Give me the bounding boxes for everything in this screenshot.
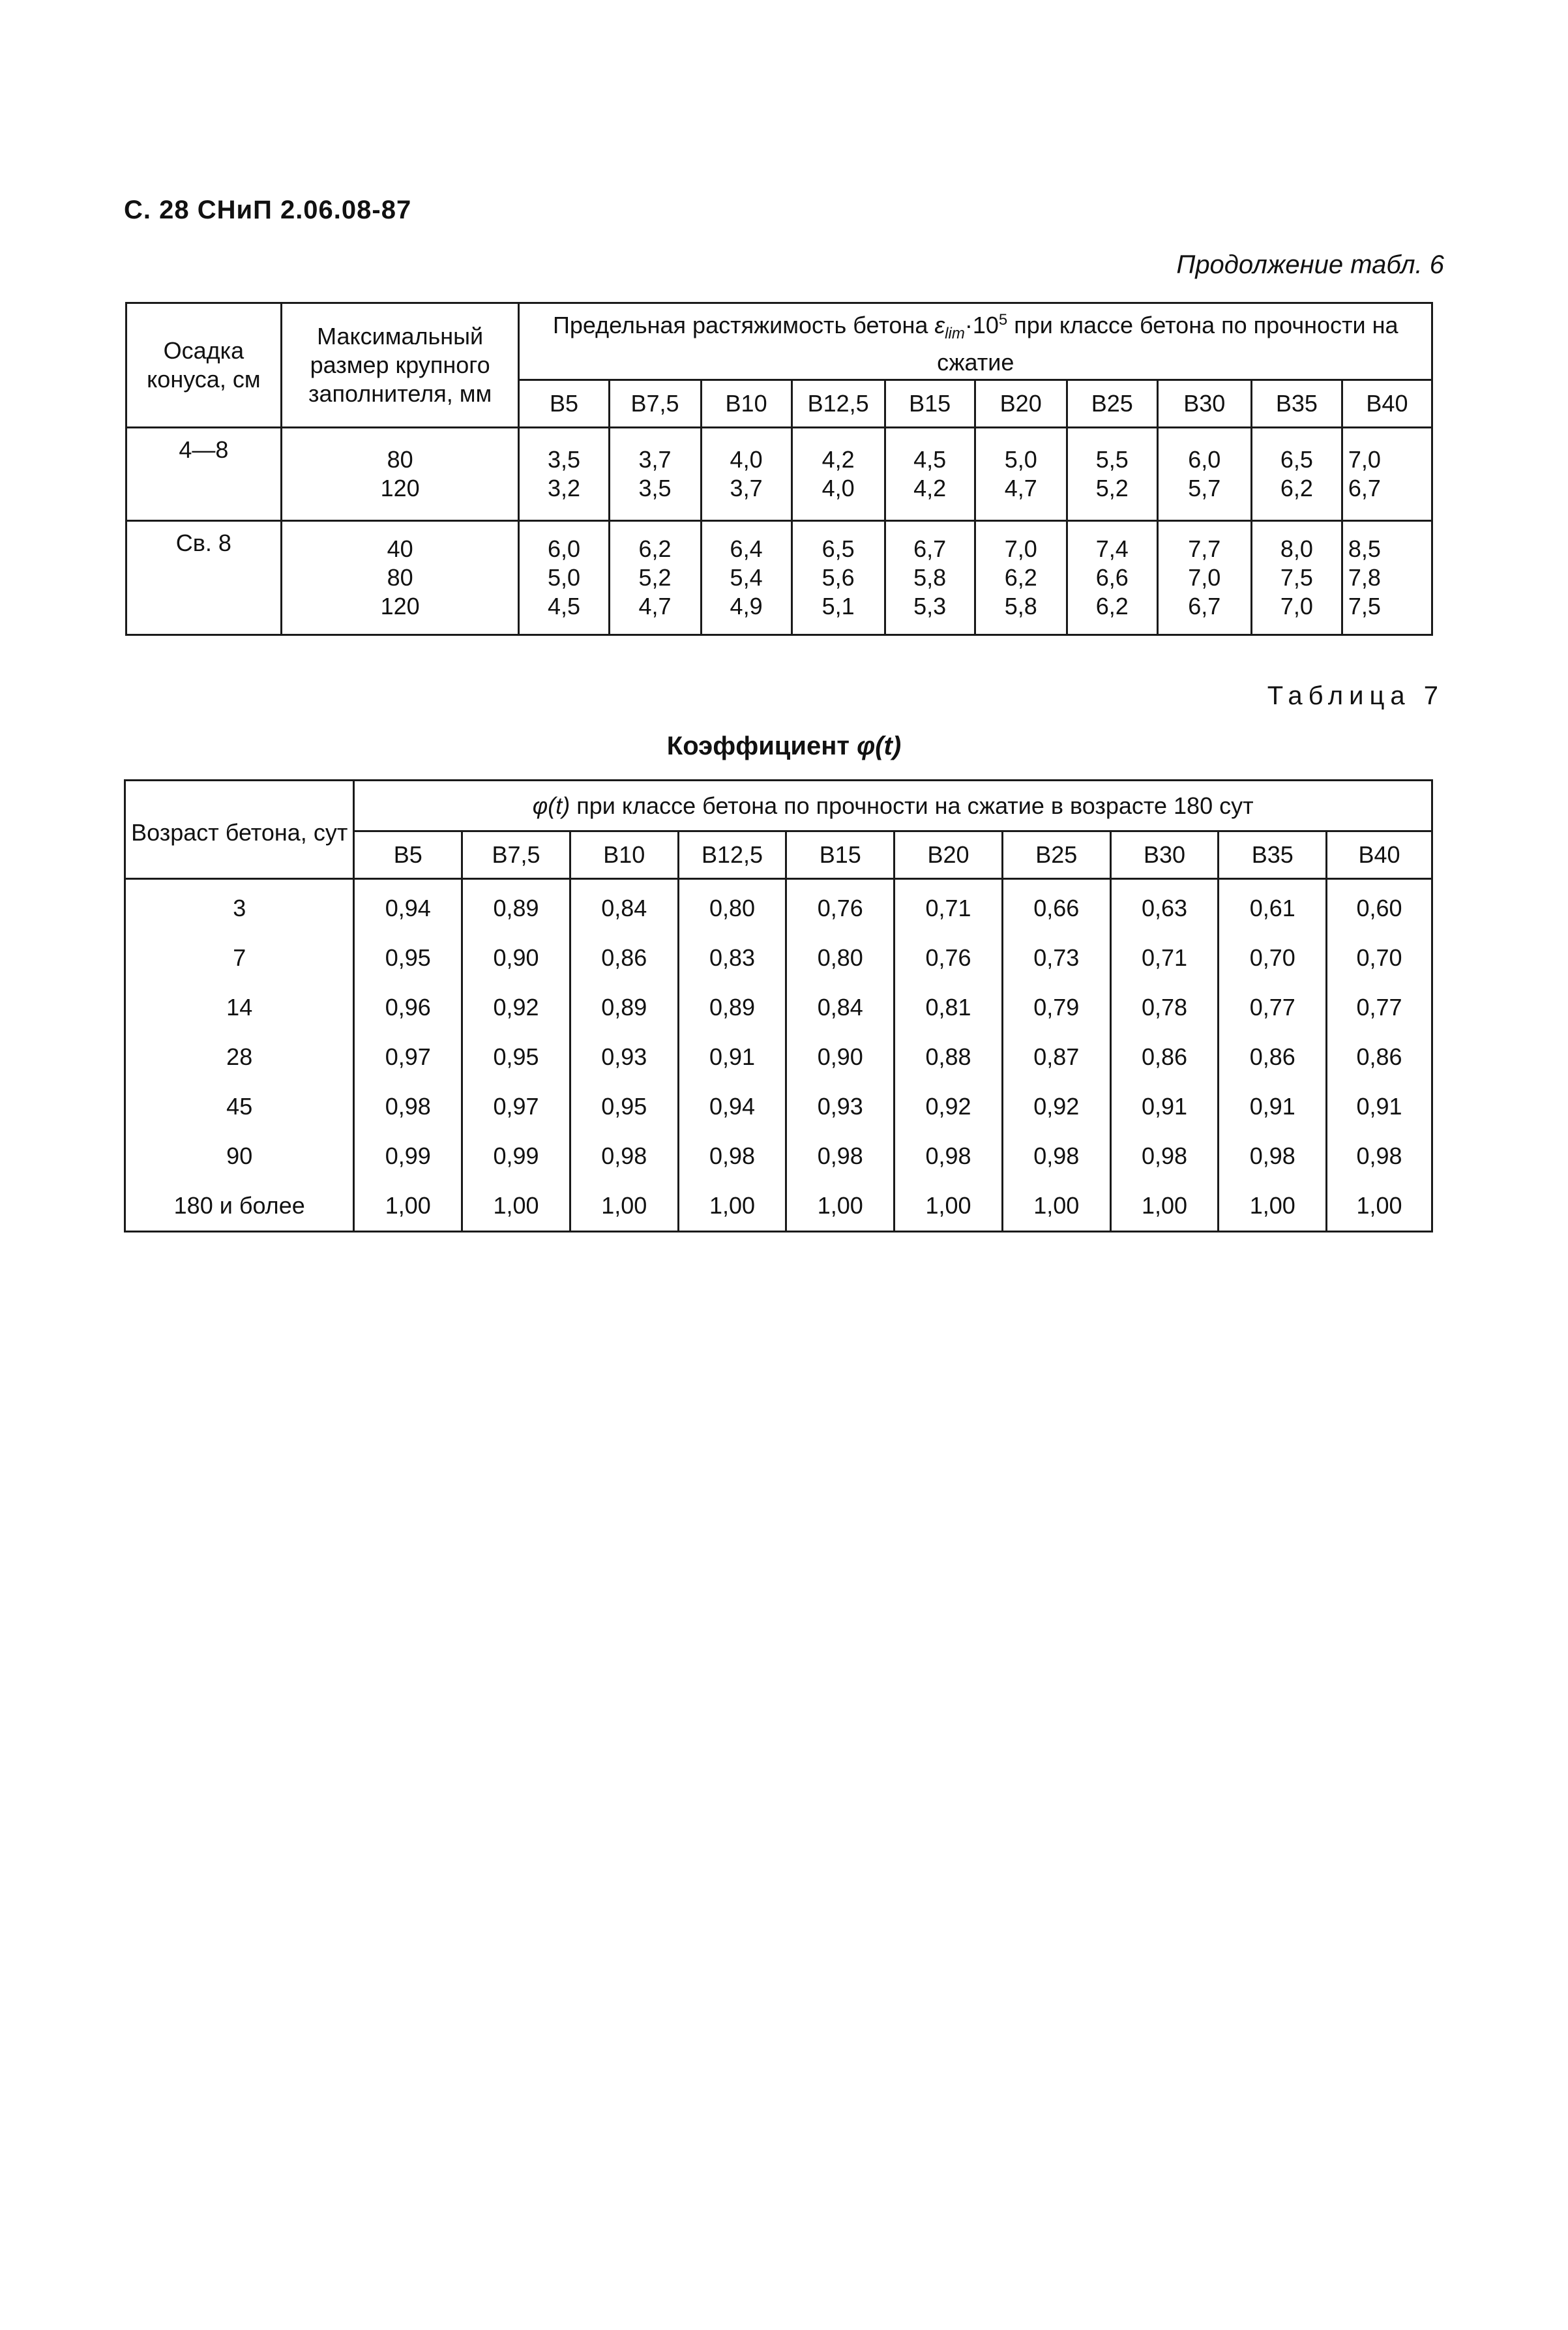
coefficient-cell: 0,84	[786, 983, 895, 1032]
extensibility-value: 3,5	[638, 475, 672, 501]
coefficient-cell: 0,91	[1327, 1082, 1432, 1131]
extensibility-value: 5,6	[821, 564, 855, 591]
aggregate-value: 80	[387, 446, 413, 473]
coefficient-cell: 1,00	[462, 1181, 570, 1232]
coefficient-cell: 0,89	[570, 983, 678, 1032]
class-header: В25	[1067, 380, 1157, 428]
table-row	[125, 983, 1432, 1032]
coefficient-cell: 0,98	[570, 1131, 678, 1181]
extensibility-value: 4,5	[547, 593, 581, 620]
class-header: В7,5	[609, 380, 701, 428]
extensibility-value: 5,4	[730, 564, 763, 591]
coefficient-cell: 0,73	[1002, 933, 1110, 983]
coefficient-cell: 1,00	[678, 1181, 786, 1232]
coefficient-cell: 0,93	[570, 1032, 678, 1082]
extensibility-value: 5,3	[913, 593, 947, 620]
class-header: В25	[1002, 831, 1110, 879]
value-cell	[1067, 428, 1157, 521]
value-cell	[519, 521, 609, 635]
coefficient-cell: 0,77	[1219, 983, 1327, 1032]
column-header-phi: φ(t) при классе бетона по прочности на сжатие в возрасте 180 сут	[354, 781, 1432, 831]
extensibility-value: 6,7	[1348, 475, 1381, 501]
aggregate-value: 80	[387, 564, 413, 591]
coefficient-cell: 0,98	[895, 1131, 1003, 1181]
coefficient-cell: 0,96	[354, 983, 462, 1032]
coefficient-cell: 0,87	[1002, 1032, 1110, 1082]
extensibility-value: 6,2	[1280, 475, 1313, 501]
extensibility-value: 7,8	[1348, 564, 1381, 591]
class-header: В7,5	[462, 831, 570, 879]
extensibility-value: 3,5	[547, 446, 581, 473]
coefficient-cell: 0,98	[354, 1082, 462, 1131]
value-cell	[1342, 521, 1432, 635]
class-header: В20	[975, 380, 1067, 428]
extensibility-value: 7,0	[1188, 564, 1221, 591]
extensibility-value: 5,2	[1095, 475, 1129, 501]
coefficient-cell: 0,76	[786, 879, 895, 934]
class-header: В10	[570, 831, 678, 879]
extensibility-value: 5,0	[547, 564, 581, 591]
value-cell	[791, 521, 885, 635]
coefficient-cell: 0,95	[462, 1032, 570, 1082]
value-cell	[609, 428, 701, 521]
coefficient-cell: 0,95	[354, 933, 462, 983]
coefficient-cell: 0,91	[1219, 1082, 1327, 1131]
coefficient-cell: 0,90	[462, 933, 570, 983]
value-cell	[885, 428, 975, 521]
age-cell: 180 и более	[125, 1181, 354, 1232]
extensibility-value: 3,7	[730, 475, 763, 501]
extensibility-value: 4,0	[730, 446, 763, 473]
coefficient-cell: 1,00	[1327, 1181, 1432, 1232]
extensibility-value: 6,7	[1188, 593, 1221, 620]
coefficient-cell: 0,98	[678, 1131, 786, 1181]
class-header: В15	[885, 380, 975, 428]
coefficient-cell: 0,61	[1219, 879, 1327, 934]
class-header: В15	[786, 831, 895, 879]
value-cell	[975, 521, 1067, 635]
coefficient-cell: 0,71	[895, 879, 1003, 934]
extensibility-value: 5,8	[1004, 593, 1037, 620]
extensibility-value: 5,5	[1095, 446, 1129, 473]
coefficient-cell: 0,88	[895, 1032, 1003, 1082]
column-header-slump: Осадка конуса, см	[126, 303, 282, 428]
table-row	[125, 1181, 1432, 1232]
coefficient-cell: 0,86	[1219, 1032, 1327, 1082]
coefficient-cell: 1,00	[1110, 1181, 1219, 1232]
table-row	[125, 1131, 1432, 1181]
aggregate-cell	[281, 521, 519, 635]
extensibility-value: 7,5	[1348, 593, 1381, 620]
value-cell	[519, 428, 609, 521]
extensibility-value: 6,2	[638, 535, 672, 562]
value-cell	[609, 521, 701, 635]
table-7-title: Коэффициент φ(t)	[666, 732, 902, 760]
extensibility-value: 4,7	[638, 593, 672, 620]
age-cell: 7	[125, 933, 354, 983]
table-row	[125, 879, 1432, 934]
extensibility-value: 5,2	[638, 564, 672, 591]
coefficient-cell: 0,98	[1002, 1131, 1110, 1181]
aggregate-cell	[281, 428, 519, 521]
coefficient-cell: 1,00	[1002, 1181, 1110, 1232]
extensibility-value: 5,8	[913, 564, 947, 591]
coefficient-cell: 0,92	[462, 983, 570, 1032]
value-cell	[701, 428, 791, 521]
coefficient-cell: 0,98	[1110, 1131, 1219, 1181]
coefficient-cell: 0,92	[1002, 1082, 1110, 1131]
coefficient-cell: 0,60	[1327, 879, 1432, 934]
coefficient-cell: 0,97	[462, 1082, 570, 1131]
extensibility-value: 6,5	[821, 535, 855, 562]
value-cell	[1251, 521, 1342, 635]
coefficient-cell: 0,98	[1327, 1131, 1432, 1181]
coefficient-cell: 0,98	[1219, 1131, 1327, 1181]
coefficient-cell: 0,70	[1219, 933, 1327, 983]
table-continuation-label: Продолжение табл. 6	[1176, 250, 1444, 279]
coefficient-cell: 1,00	[570, 1181, 678, 1232]
coefficient-cell: 0,95	[570, 1082, 678, 1131]
age-cell: 14	[125, 983, 354, 1032]
coefficient-cell: 0,71	[1110, 933, 1219, 983]
class-header: В5	[354, 831, 462, 879]
class-header: В5	[519, 380, 609, 428]
coefficient-cell: 0,66	[1002, 879, 1110, 934]
extensibility-value: 6,6	[1095, 564, 1129, 591]
extensibility-value: 3,2	[547, 475, 581, 501]
extensibility-value: 7,4	[1095, 535, 1129, 562]
coefficient-cell: 1,00	[354, 1181, 462, 1232]
extensibility-value: 6,7	[913, 535, 947, 562]
slump-cell: 4—8	[126, 428, 282, 521]
coefficient-cell: 0,94	[678, 1082, 786, 1131]
class-header: В30	[1110, 831, 1219, 879]
value-cell	[1067, 521, 1157, 635]
slump-cell: Св. 8	[126, 521, 282, 635]
coefficient-cell: 0,80	[786, 933, 895, 983]
extensibility-value: 5,7	[1188, 475, 1221, 501]
extensibility-value: 5,1	[821, 593, 855, 620]
extensibility-value: 6,2	[1095, 593, 1129, 620]
extensibility-value: 3,7	[638, 446, 672, 473]
value-cell	[1251, 428, 1342, 521]
table-6-concrete-extensibility	[125, 302, 1433, 636]
column-header-age: Возраст бетона, сут	[125, 781, 354, 879]
extensibility-value: 4,9	[730, 593, 763, 620]
coefficient-cell: 0,91	[1110, 1082, 1219, 1131]
coefficient-cell: 0,80	[678, 879, 786, 934]
extensibility-value: 4,2	[913, 475, 947, 501]
coefficient-cell: 1,00	[1219, 1181, 1327, 1232]
coefficient-cell: 0,84	[570, 879, 678, 934]
value-cell	[975, 428, 1067, 521]
class-header: В12,5	[791, 380, 885, 428]
coefficient-cell: 0,77	[1327, 983, 1432, 1032]
table-row	[125, 1032, 1432, 1082]
coefficient-cell: 0,89	[462, 879, 570, 934]
extensibility-value: 7,7	[1188, 535, 1221, 562]
coefficient-cell: 0,93	[786, 1082, 895, 1131]
class-header: В10	[701, 380, 791, 428]
extensibility-value: 8,0	[1280, 535, 1313, 562]
coefficient-cell: 0,90	[786, 1032, 895, 1082]
table-row	[125, 933, 1432, 983]
coefficient-cell: 0,98	[786, 1131, 895, 1181]
coefficient-cell: 0,92	[895, 1082, 1003, 1131]
class-header: В35	[1251, 380, 1342, 428]
value-cell	[1342, 428, 1432, 521]
extensibility-value: 7,0	[1348, 446, 1381, 473]
value-cell	[791, 428, 885, 521]
coefficient-cell: 0,70	[1327, 933, 1432, 983]
extensibility-value: 6,0	[547, 535, 581, 562]
page-header: С. 28 СНиП 2.06.08-87	[124, 196, 412, 224]
age-cell: 90	[125, 1131, 354, 1181]
extensibility-value: 6,2	[1004, 564, 1037, 591]
age-cell: 3	[125, 879, 354, 934]
coefficient-cell: 0,79	[1002, 983, 1110, 1032]
class-header: В12,5	[678, 831, 786, 879]
extensibility-value: 4,5	[913, 446, 947, 473]
extensibility-value: 6,4	[730, 535, 763, 562]
class-header: В40	[1342, 380, 1432, 428]
extensibility-value: 6,0	[1188, 446, 1221, 473]
coefficient-cell: 0,81	[895, 983, 1003, 1032]
extensibility-value: 7,5	[1280, 564, 1313, 591]
coefficient-cell: 0,89	[678, 983, 786, 1032]
coefficient-cell: 0,86	[1110, 1032, 1219, 1082]
table-row	[125, 1082, 1432, 1131]
table-7-label: Таблица 7	[1267, 681, 1444, 710]
coefficient-cell: 1,00	[895, 1181, 1003, 1232]
class-header: В40	[1327, 831, 1432, 879]
extensibility-value: 4,7	[1004, 475, 1037, 501]
extensibility-value: 6,5	[1280, 446, 1313, 473]
coefficient-cell: 0,63	[1110, 879, 1219, 934]
coefficient-cell: 0,83	[678, 933, 786, 983]
column-header-extensibility: Предельная растяжимость бетона $\varepsilon_{lim}\cdot 10^5$ при классе бетона по прочности на сжатие	[519, 303, 1432, 380]
coefficient-cell: 0,76	[895, 933, 1003, 983]
column-header-aggregate: Максимальный размер крупного заполнителя, мм	[281, 303, 519, 428]
table-row	[126, 521, 1432, 635]
extensibility-value: 7,0	[1004, 535, 1037, 562]
coefficient-cell: 0,86	[1327, 1032, 1432, 1082]
coefficient-cell: 0,78	[1110, 983, 1219, 1032]
aggregate-value: 120	[380, 593, 420, 620]
coefficient-cell: 1,00	[786, 1181, 895, 1232]
coefficient-cell: 0,94	[354, 879, 462, 934]
class-header: В30	[1157, 380, 1251, 428]
class-header: В35	[1219, 831, 1327, 879]
value-cell	[701, 521, 791, 635]
value-cell	[1157, 521, 1251, 635]
extensibility-value: 4,2	[821, 446, 855, 473]
aggregate-value: 120	[380, 475, 420, 501]
age-cell: 28	[125, 1032, 354, 1082]
value-cell	[1157, 428, 1251, 521]
value-cell	[885, 521, 975, 635]
coefficient-cell: 0,97	[354, 1032, 462, 1082]
extensibility-value: 4,0	[821, 475, 855, 501]
extensibility-value: 5,0	[1004, 446, 1037, 473]
table-7-coefficient	[124, 779, 1433, 1232]
aggregate-value: 40	[387, 535, 413, 562]
class-header: В20	[895, 831, 1003, 879]
age-cell: 45	[125, 1082, 354, 1131]
table-row	[126, 428, 1432, 521]
coefficient-cell: 0,99	[462, 1131, 570, 1181]
coefficient-cell: 0,99	[354, 1131, 462, 1181]
extensibility-value: 8,5	[1348, 535, 1381, 562]
extensibility-value: 7,0	[1280, 593, 1313, 620]
coefficient-cell: 0,86	[570, 933, 678, 983]
coefficient-cell: 0,91	[678, 1032, 786, 1082]
